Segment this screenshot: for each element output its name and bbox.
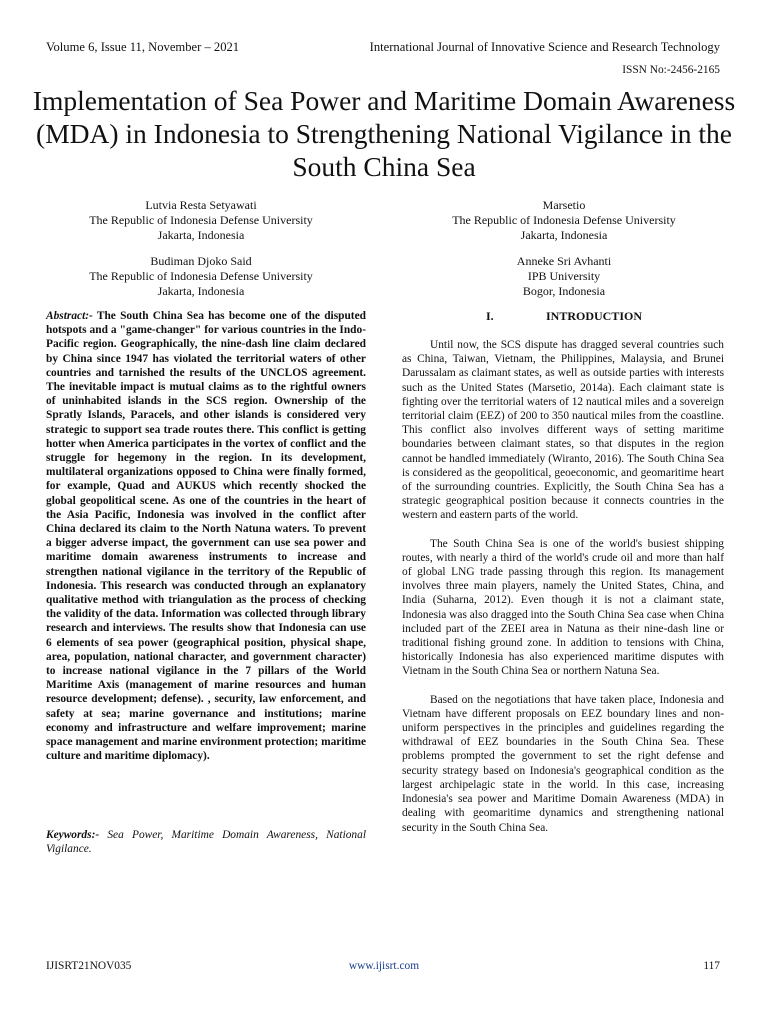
body-paragraph: The South China Sea is one of the world's busiest shipping routes, with nearly a third of the world's crude oil and more than half of global LNG trade passing through this region. Its management involves three main players, namely the United States, China, and India (Suharna, 2012). Even though it is not a claimant state, Indonesia was also dragged into the South China Sea case when China included part of the ZEEI area in Natuna as their nine-dash line or traditional fishing ground zone. In addition to tensions with China, historically Indonesia has also experienced maritime disputes with Vietnam in the South China Sea or northern Natuna Sea. xyxy=(402,537,724,678)
keywords xyxy=(46,828,366,856)
author-block xyxy=(36,254,366,299)
author-location: Jakarta, Indonesia xyxy=(157,284,245,298)
author-name: Budiman Djoko Said xyxy=(150,254,252,268)
author-location: Jakarta, Indonesia xyxy=(520,228,608,242)
author-affiliation: The Republic of Indonesia Defense University xyxy=(452,213,676,227)
abstract xyxy=(46,309,366,764)
journal-volume-issue: Volume 6, Issue 11, November – 2021 xyxy=(46,40,240,54)
abstract-label: Abstract:- xyxy=(46,310,93,322)
page-number: 117 xyxy=(703,960,720,972)
author-block xyxy=(399,198,729,243)
author-name: Lutvia Resta Setyawati xyxy=(145,198,257,212)
author-location: Jakarta, Indonesia xyxy=(157,228,245,242)
section-heading xyxy=(404,309,724,324)
author-affiliation: The Republic of Indonesia Defense University xyxy=(89,269,313,283)
journal-name: International Journal of Innovative Science and Research Technology xyxy=(369,40,720,54)
author-name: Marsetio xyxy=(542,198,586,212)
author-block xyxy=(36,198,366,243)
introduction-body xyxy=(402,338,724,849)
author-location: Bogor, Indonesia xyxy=(522,284,606,298)
keywords-text: Sea Power, Maritime Domain Awareness, National Vigilance. xyxy=(46,829,366,856)
body-paragraph: Based on the negotiations that have taken place, Indonesia and Vietnam have different proposals on EEZ boundary lines and non-uniform perspectives in the principles and guidelines regarding the withdrawal of EEZ boundaries in the South China Sea. These problems prompted the government to set the right defense and security strategy based on Indonesia's geographical condition as the largest archipelagic state in the world. In this case, increasing Indonesia's sea power and Maritime Domain Awareness (MDA) in dealing with geomaritime dynamics and strengthening national security in the South China Sea. xyxy=(402,693,724,834)
author-affiliation: The Republic of Indonesia Defense University xyxy=(89,213,313,227)
author-block xyxy=(399,254,729,299)
issn-number: ISSN No:-2456-2165 xyxy=(622,64,720,76)
body-paragraph: Until now, the SCS dispute has dragged several countries such as China, Taiwan, Vietnam, the Philippines, Malaysia, and Brunei Darussalam as claimant states, as well as outside parties with interests such as the United States (Marsetio, 2014a). Each claimant state is fighting over the territorial waters of 12 nautical miles and a sovereign territorial claim (EEZ) of 200 to 350 nautical miles from the coastline. This conflict also involves different ways of setting maritime boundaries between claimant states, so that disputes in the region cannot be handled immediately (Wiranto, 2016). The South China Sea is considered as the geopolitical, geoeconomic, and geomaritime heart of the surrounding countries. Explicitly, the South China Sea has a strategic geographical position because it connects countries in the western and eastern parts of the world. xyxy=(402,339,724,522)
abstract-text: The South China Sea has become one of the disputed hotspots and a "game-changer" for various countries in the Indo-Pacific region. Geographically, the nine-dash line claim declared by China since 1947 has violated the territorial waters of other countries and tarnished the results of the UNCLOS agreement. The inevitable impact is mutual claims as to the rightful owners of uninhabited islands in the SCS region. Ownership of the Spratly Islands, Paracels, and other islands is considered very strategic to support sea trade routes there. This conflict is getting hotter when America participates in the vortex of conflict and the struggle for hegemony in the region. In its development, multilateral organizations opposed to China were finally formed, for example, Quad and AUKUS which recently shocked the global geopolitical scene. As one of the countries in the heart of the Asia Pacific, Indonesia was involved in the conflict after China declared its claim to the North Natuna waters. To prevent a bigger adverse impact, the government can use sea power and maritime domain awareness instruments to increase and strengthen national vigilance in the territory of the Republic of Indonesia. This research was conducted through an explanatory qualitative method with triangulation as the process of checking the validity of the data. Information was collected through library research and interviews. The results show that Indonesia can use 6 elements of sea power (geographical position, physical shape, area, population, national character, and government character) to increase national vigilance in the 7 pillars of the World Maritime Axis (management of marine resources and human resource development; defense). , security, law enforcement, and safety at sea; marine governance and institutions; marine economy and infrastructure and welfare improvement; marine space management and marine environment protection; maritime culture and maritime diplomacy). xyxy=(46,310,366,763)
article-id: IJISRT21NOV035 xyxy=(46,960,132,972)
section-number: I. xyxy=(485,309,494,323)
section-title: INTRODUCTION xyxy=(545,309,642,323)
author-affiliation: IPB University xyxy=(527,269,601,283)
keywords-label: Keywords:- xyxy=(46,829,100,841)
author-name: Anneke Sri Avhanti xyxy=(516,254,612,268)
journal-website-link[interactable]: www.ijisrt.com xyxy=(348,960,420,972)
paper-title: Implementation of Sea Power and Maritime Domain Awareness (MDA) in Indonesia to Strengthening National Vigilance in the South China Sea xyxy=(32,85,736,182)
